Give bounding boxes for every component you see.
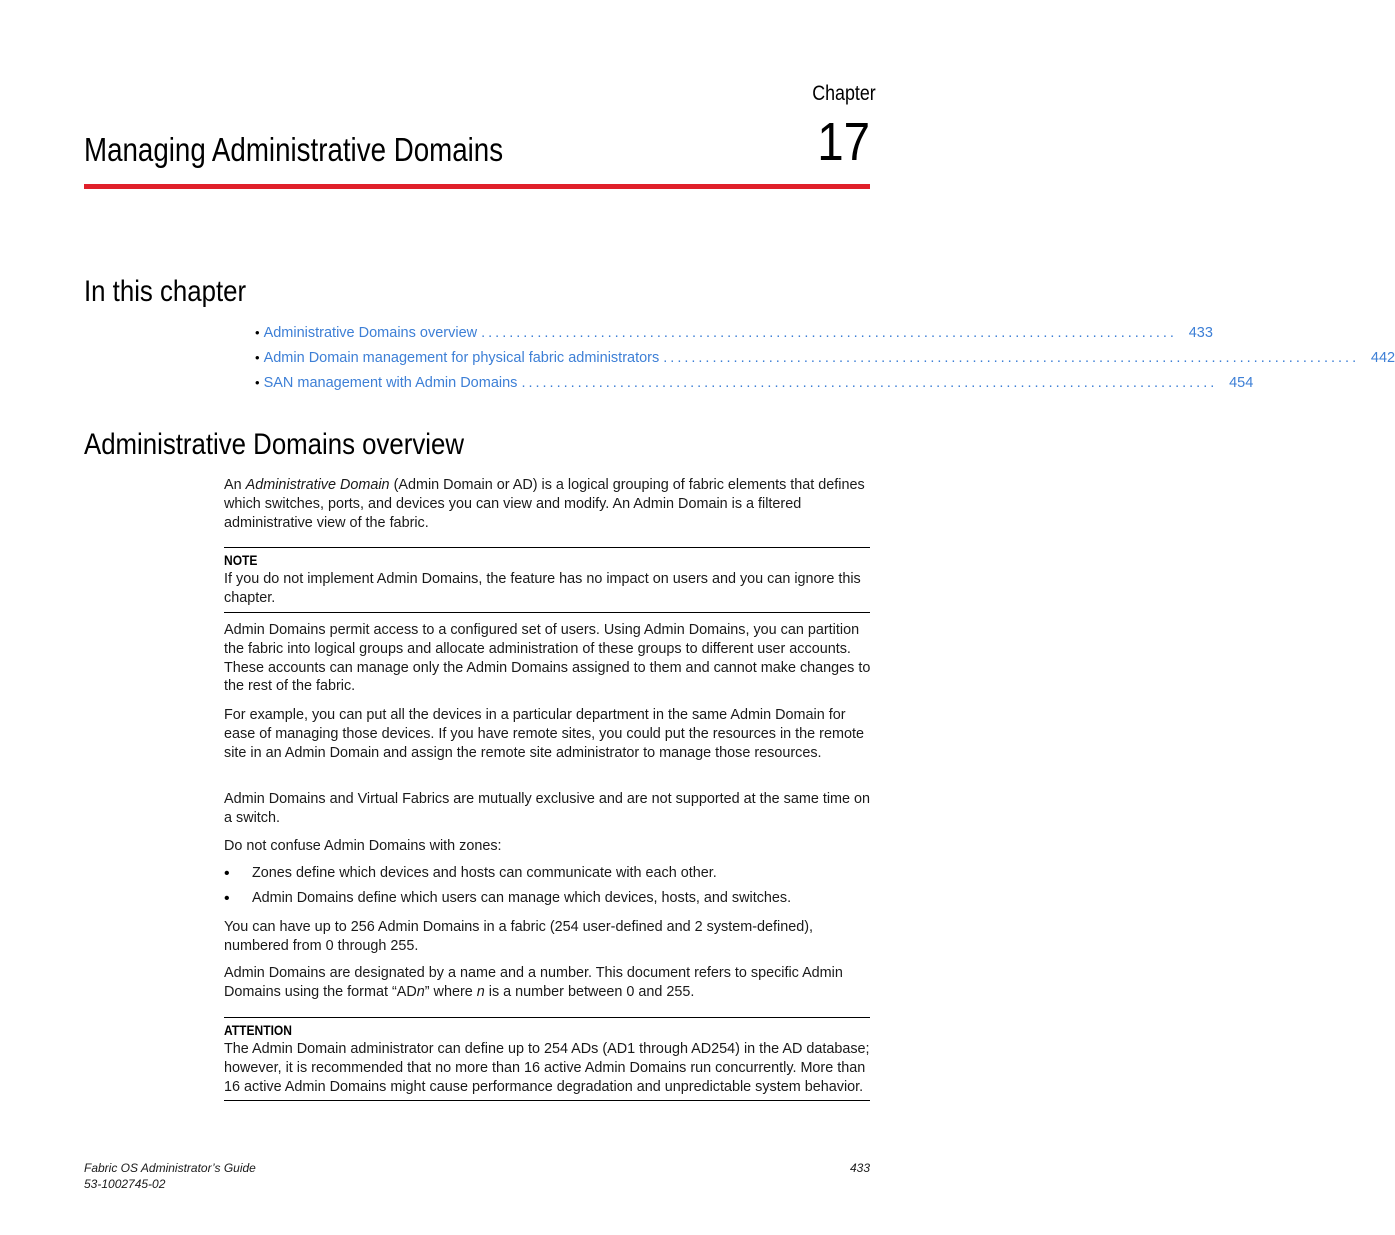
list-item: [224, 886, 870, 911]
toc-entry[interactable]: [255, 370, 1254, 395]
naming-text-a: Admin Domains are designated by a name and a number. This document refers to specific Admin Domains using the format “AD: [224, 965, 843, 1000]
chapter-number: 17: [817, 112, 870, 172]
intro-text-start: An: [224, 477, 246, 493]
chapter-title-rule: [84, 184, 870, 189]
chapter-toc: [255, 320, 1395, 395]
note-text: If you do not implement Admin Domains, the feature has no impact on users and you can ignore this chapter.: [224, 571, 861, 606]
list-item-text: Zones define which devices and hosts can communicate with each other.: [252, 865, 717, 881]
zones-bullet-list: [224, 861, 870, 911]
toc-entry[interactable]: [255, 345, 1395, 370]
attention-callout: [224, 1017, 870, 1101]
intro-term: Administrative Domain: [245, 477, 390, 493]
toc-leader-dots: ...................................................................................................: [663, 349, 1360, 366]
attention-label: ATTENTION: [224, 1022, 293, 1038]
toc-entry-text[interactable]: Administrative Domains overview: [263, 324, 478, 341]
footer-page-number: 433: [849, 1161, 870, 1175]
list-item: [224, 861, 870, 886]
toc-leader-dots: ...................................................................................................: [521, 374, 1218, 391]
chapter-label: Chapter: [812, 82, 876, 105]
toc-leader-dots: ...................................................................................................: [481, 324, 1177, 341]
naming-var-n: n: [476, 983, 485, 1000]
naming-text-b: ” where: [424, 983, 477, 1000]
bullet-icon: •: [255, 375, 260, 390]
bullet-icon: •: [255, 325, 260, 340]
toc-page-number[interactable]: 442: [1370, 349, 1395, 366]
naming-text-c: is a number between 0 and 255.: [484, 983, 695, 1000]
paragraph-count: You can have up to 256 Admin Domains in a fabric (254 user-defined and 2 system-defined), numbered from 0 through 255.: [224, 919, 814, 954]
toc-entry-text[interactable]: Admin Domain management for physical fabric administrators: [263, 349, 660, 366]
toc-page-number[interactable]: 454: [1229, 374, 1254, 391]
paragraph-naming: [224, 964, 872, 1002]
footer-guide-title: Fabric OS Administrator’s Guide: [84, 1161, 256, 1175]
bullet-icon: •: [255, 350, 260, 365]
paragraph-access: Admin Domains permit access to a configured set of users. Using Admin Domains, you can partition the fabric into logical groups and allocate administration of these groups to different user accounts. These accounts can manage only the Admin Domains assigned to them and cannot make changes to the rest of the fabric.: [224, 622, 871, 695]
bullet-icon: •: [224, 890, 230, 907]
in-this-chapter-heading: In this chapter: [84, 275, 247, 308]
overview-heading: Administrative Domains overview: [84, 428, 464, 461]
attention-text: The Admin Domain administrator can define up to 254 ADs (AD1 through AD254) in the AD database; however, it is recommended that no more than 16 active Admin Domains run concurrently. More than 16 active Admin Domains might cause performance degradation and unpredictable system behavior.: [224, 1041, 870, 1095]
toc-entry-text[interactable]: SAN management with Admin Domains: [263, 374, 518, 391]
note-callout: [224, 547, 870, 613]
toc-page-number[interactable]: 433: [1188, 324, 1213, 341]
paragraph-example: For example, you can put all the devices in a particular department in the same Admin Domain for ease of managing those devices. If you have remote sites, you could put the resources in the remote site in an Admin Domain and assign the remote site administrator to manage those resources.: [224, 707, 864, 761]
intro-text-end: (Admin Domain or AD) is a logical grouping of fabric elements that defines which switches, ports, and devices you can view and modify. An Admin Domain is a filtered administrative view of the fabric.: [224, 477, 865, 531]
naming-var-n: n: [416, 983, 425, 1000]
toc-entry[interactable]: [255, 320, 1213, 345]
list-item-text: Admin Domains define which users can manage which devices, hosts, and switches.: [252, 890, 792, 906]
footer-doc-number: 53-1002745-02: [84, 1177, 166, 1191]
chapter-title: Managing Administrative Domains: [84, 131, 504, 168]
footer-left: [84, 1160, 256, 1192]
paragraph-virtual-fabrics: Admin Domains and Virtual Fabrics are mutually exclusive and are not supported at the same time on a switch.: [224, 791, 871, 826]
note-label: NOTE: [224, 552, 258, 568]
bullet-icon: •: [224, 865, 230, 882]
paragraph-zones-intro: Do not confuse Admin Domains with zones:: [224, 838, 502, 854]
overview-intro-paragraph: [224, 476, 872, 532]
